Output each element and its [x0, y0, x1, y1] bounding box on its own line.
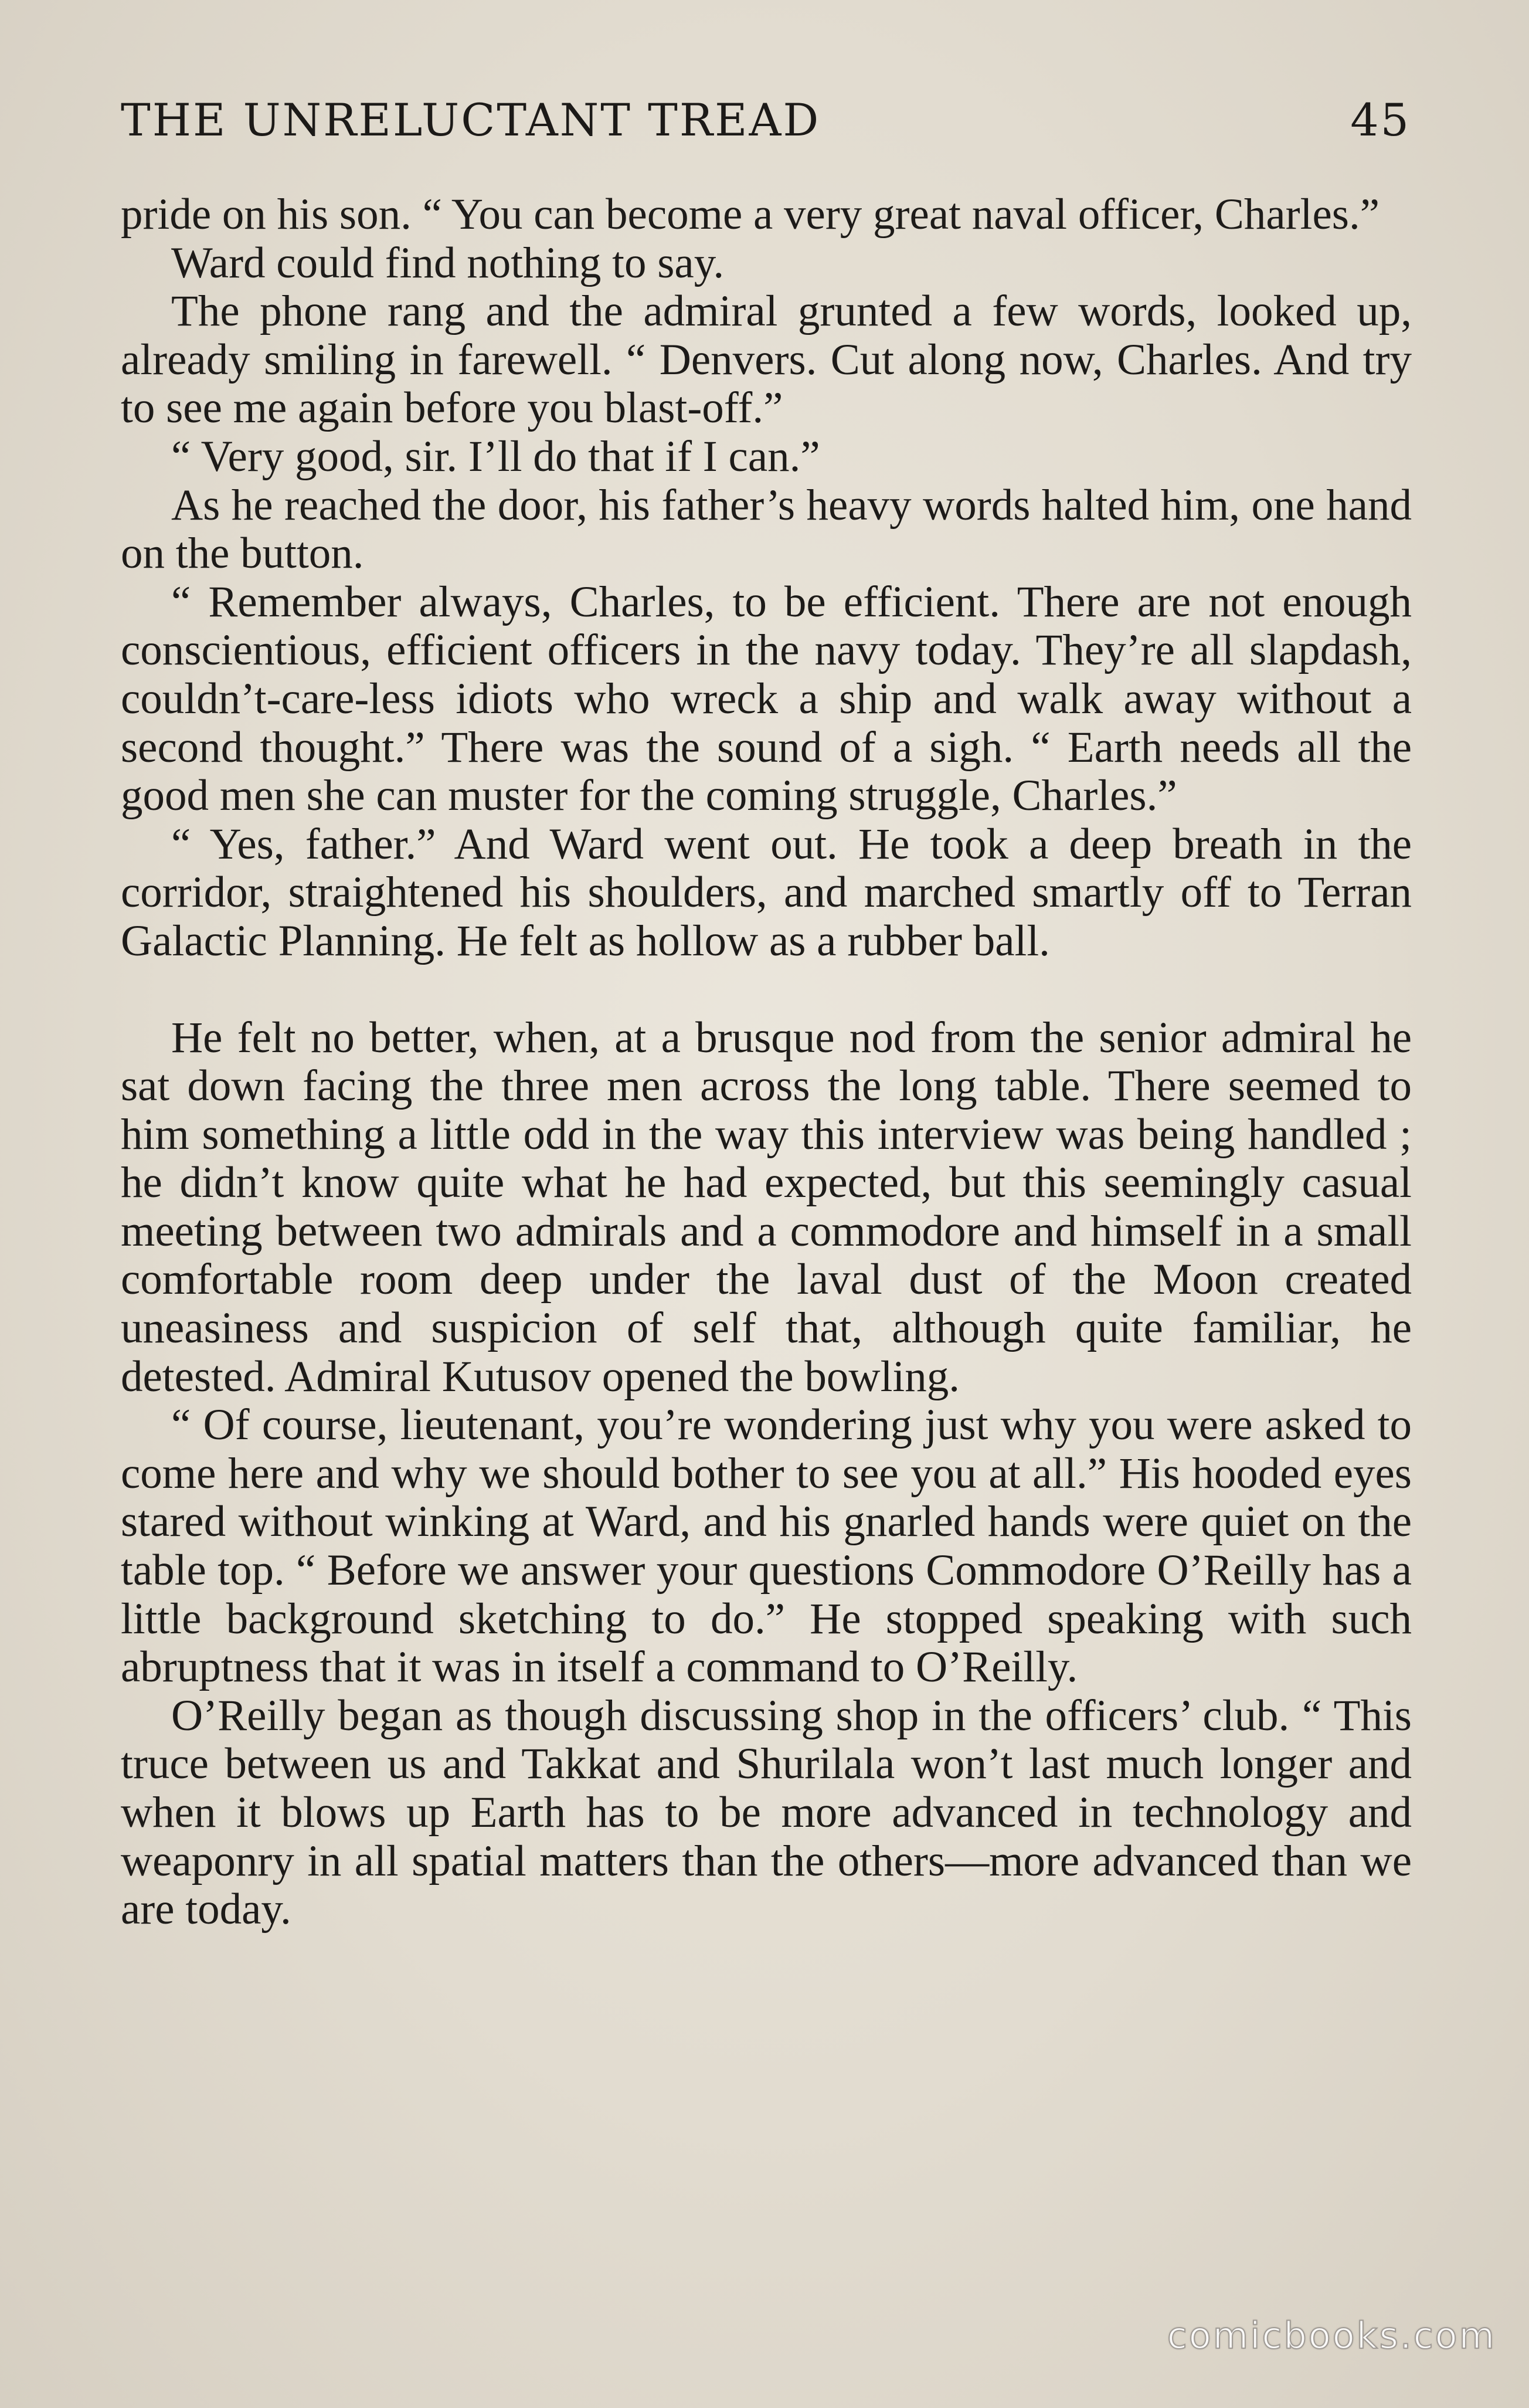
body-text: [121, 191, 1412, 1934]
paragraph: “ Of course, lieutenant, you’re wondering just why you were asked to come here and why we should bother to see you at all.” His hooded eyes stared without winking at Ward, and his gnarled hands were quiet on the table top. “ Before we answer your questions Commodore O’Reilly has a little background sketching to do.” He stopped speaking with such abruptness that it was in itself a command to O’Reilly.: [121, 1400, 1412, 1692]
paragraph: He felt no better, when, at a brusque nod from the senior admiral he sat down facing the three men across the long table. There seemed to him something a little odd in the way this interview was being handled ; he didn’t know quite what he had expected, but this seemingly casual meeting between two admirals and a commodore and himself in a small comfortable room deep under the laval dust of the Moon created uneasiness and suspicion of self that, although quite familiar, he detested. Admiral Kutusov opened the bowling.: [121, 1013, 1412, 1401]
paragraph: pride on his son. “ You can become a very great naval officer, Charles.”: [121, 190, 1380, 239]
page-header: [121, 88, 1411, 152]
paragraph: “ Yes, father.” And Ward went out. He took a deep breath in the corridor, straightened his shoulders, and marched smartly off to Terran Galactic Planning. He felt as hollow as a rubber ball.: [121, 819, 1412, 965]
paragraph: “ Remember always, Charles, to be efficient. There are not enough conscientious, efficient officers in the navy today. They’re all slapdash, couldn’t-care-less idiots who wreck a ship and walk away without a second thought.” There was the sound of a sigh. “ Earth needs all the good men she can muster for the coming struggle, Charles.”: [121, 577, 1412, 820]
running-head: THE UNRELUCTANT TREAD: [121, 94, 821, 146]
page-number: 45: [1350, 94, 1411, 146]
paragraph: As he reached the door, his father’s heavy words halted him, one hand on the button.: [121, 480, 1412, 578]
paragraph: Ward could find nothing to say.: [171, 238, 725, 287]
paragraph: The phone rang and the admiral grunted a few words, looked up, already smiling in farewell. “ Denvers. Cut along now, Charles. And try to see me again before you blast-off.”: [121, 287, 1412, 433]
paragraph: O’Reilly began as though discussing shop in the officers’ club. “ This truce between us and Takkat and Shurilala won’t last much longer and when it blows up Earth has to be more advanced in technology and weaponry in all spatial matters than the others—more advanced than we are today.: [121, 1691, 1412, 1934]
watermark: comicbooks.com: [1167, 2314, 1496, 2357]
paragraph: “ Very good, sir. I’ll do that if I can.”: [171, 432, 820, 481]
